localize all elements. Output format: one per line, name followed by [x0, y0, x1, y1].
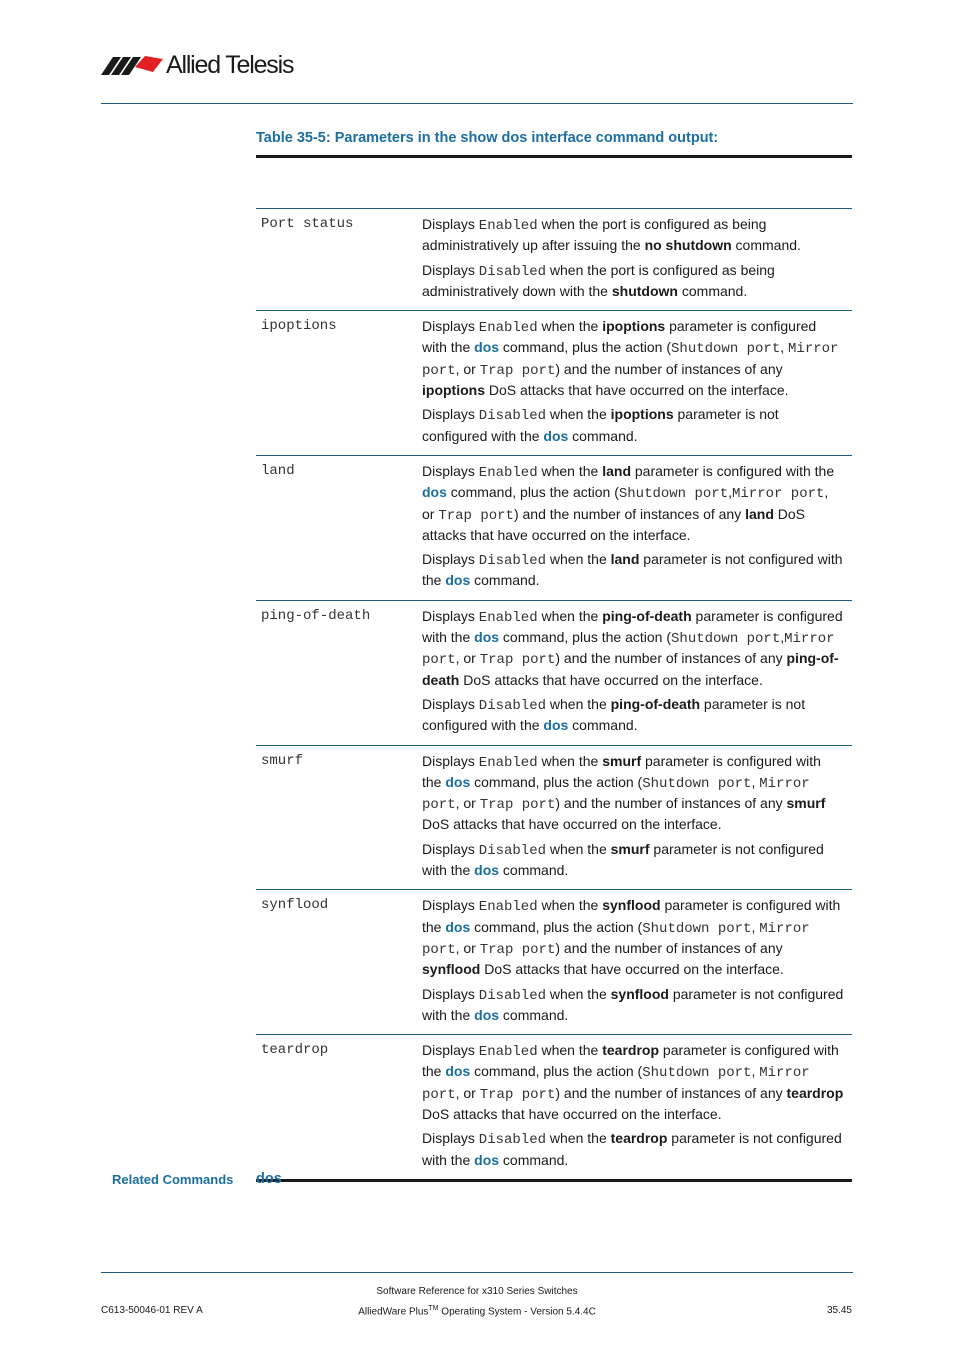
description-enabled — [422, 317, 844, 400]
description-enabled — [422, 607, 844, 690]
description-text: DoS attacks that have occurred on the interface. — [459, 671, 763, 688]
keyword-text: shutdown — [611, 282, 678, 299]
footer-doc-title: Software Reference for x310 Series Switches — [376, 1286, 578, 1297]
keyword-text: teardrop — [786, 1084, 844, 1101]
keyword-text: land — [745, 505, 774, 522]
description-text: DoS attacks that have occurred on the interface. — [422, 505, 806, 543]
keyword-text: teardrop — [602, 1042, 660, 1059]
description-text: Displays — [422, 406, 479, 423]
description-enabled — [422, 215, 844, 256]
description-text: , — [751, 773, 760, 790]
description-text: ) and the number of instances of any — [555, 939, 783, 956]
code-text: Enabled — [478, 899, 538, 916]
code-text: Disabled — [478, 697, 547, 714]
description-text: Displays — [422, 261, 479, 278]
keyword-text: smurf — [610, 840, 650, 857]
code-text: Disabled — [478, 553, 547, 570]
parameter-name: ipoptions — [261, 318, 337, 335]
command-link-dos[interactable]: dos — [445, 918, 471, 935]
description-text: DoS attacks that have occurred on the interface. — [422, 816, 722, 833]
description-text: parameter is not configured with the — [422, 985, 844, 1023]
code-text: Mirror port — [422, 631, 835, 669]
keyword-text: synflood — [602, 897, 661, 914]
footer-os-version: AlliedWare Plus™ Operating System - Version 5.4.4C — [358, 1305, 596, 1318]
description-text: Displays — [422, 1042, 479, 1059]
header-rule — [101, 103, 853, 104]
description-text: when the — [537, 752, 603, 769]
table-row — [256, 1035, 852, 1182]
command-link-dos[interactable]: dos — [543, 717, 569, 734]
table-row — [256, 601, 852, 746]
description-disabled — [422, 405, 844, 446]
table-row — [256, 746, 852, 891]
description-text: Displays — [422, 840, 479, 857]
description-text: when the — [537, 1042, 603, 1059]
code-text: Enabled — [478, 754, 538, 771]
description-enabled — [422, 896, 844, 979]
description-text: when the — [546, 840, 611, 857]
description-text: command. — [568, 717, 638, 734]
description-text: command. — [499, 1006, 569, 1023]
description-text: DoS attacks that have occurred on the interface. — [485, 382, 789, 399]
parameter-name: ping-of-death — [261, 607, 371, 624]
code-text: Disabled — [478, 842, 547, 859]
description-text: ) and the number of instances of any — [555, 650, 787, 667]
table-row — [256, 456, 852, 601]
command-link-dos[interactable]: dos — [474, 1006, 500, 1023]
command-link-dos[interactable]: dos — [543, 427, 569, 444]
code-text: Enabled — [478, 218, 538, 234]
table-row — [256, 890, 852, 1035]
description-text: Displays — [422, 1130, 479, 1147]
parameter-name: smurf — [261, 752, 304, 769]
company-logo — [101, 50, 293, 80]
description-text: command. — [677, 282, 748, 299]
description-text: parameter is configured with the — [631, 462, 835, 479]
code-text: Mirror port — [422, 341, 839, 379]
description-text: , or — [455, 1084, 480, 1101]
parameter-description — [422, 215, 852, 301]
code-text: Shutdown port — [671, 341, 781, 358]
allied-telesis-logo-icon — [101, 55, 163, 75]
description-enabled — [422, 1041, 844, 1124]
description-text: when the — [537, 462, 603, 479]
keyword-text: no shutdown — [644, 237, 732, 254]
description-text: parameter is configured with the — [422, 318, 817, 356]
description-text: , or — [455, 650, 480, 667]
code-text: Mirror port — [422, 775, 810, 814]
description-text: Displays — [422, 752, 479, 769]
keyword-text: smurf — [602, 752, 642, 769]
code-text: Enabled — [478, 1044, 538, 1061]
description-text: when the — [537, 318, 603, 335]
keyword-text: ipoptions — [422, 382, 485, 399]
description-text: Displays — [422, 897, 479, 914]
description-text: command, plus the action ( — [446, 484, 619, 501]
parameter-description — [422, 1041, 852, 1170]
description-text: , or — [455, 360, 480, 377]
code-text: Disabled — [478, 987, 547, 1004]
command-link-dos[interactable]: dos — [445, 1063, 471, 1080]
command-link-dos[interactable]: dos — [474, 862, 500, 879]
description-text: DoS attacks that have occurred on the interface. — [422, 1105, 722, 1122]
code-text: Trap port — [479, 797, 556, 814]
code-text: Disabled — [478, 263, 547, 280]
description-text: , — [780, 629, 785, 646]
description-text: when the — [546, 551, 611, 568]
command-link-dos[interactable]: dos — [445, 572, 471, 589]
description-text: command, plus the action ( — [470, 1063, 643, 1080]
parameter-description — [422, 896, 852, 1025]
description-text: Displays — [422, 318, 479, 335]
parameter-description — [422, 317, 852, 446]
code-text: Shutdown port — [642, 920, 752, 937]
description-text: parameter is not configured with the — [422, 551, 843, 589]
description-disabled — [422, 840, 844, 881]
description-text: parameter is not configured with the — [422, 406, 779, 444]
description-text: when the port is configured as being administratively up after issuing the — [422, 216, 767, 254]
related-commands-label: Related Commands — [112, 1172, 234, 1187]
description-text: parameter is not configured with the — [422, 840, 824, 879]
parameter-name: synflood — [261, 897, 329, 914]
keyword-text: ping-of-death — [602, 607, 692, 624]
description-text: Displays — [422, 216, 479, 232]
description-text: parameter is configured with the — [422, 752, 821, 790]
description-text: , or — [455, 795, 480, 812]
keyword-text: ping-of-death — [610, 695, 701, 712]
description-disabled — [422, 695, 844, 736]
description-disabled — [422, 550, 844, 591]
description-text: parameter is not configured with the — [422, 695, 806, 734]
code-text: Disabled — [478, 1132, 547, 1149]
parameters-table — [256, 208, 852, 1182]
description-text: when the — [546, 985, 611, 1002]
description-text: when the — [537, 897, 603, 914]
parameter-name: land — [261, 462, 295, 479]
description-enabled — [422, 462, 844, 545]
caption-rule — [256, 155, 852, 158]
footer-page-number: 35.45 — [826, 1305, 852, 1316]
code-text: Enabled — [478, 609, 538, 626]
description-text: , or — [422, 484, 829, 522]
code-text: Shutdown port — [671, 631, 781, 648]
description-text: command, plus the action ( — [499, 629, 672, 646]
description-text: when the port is configured as being administratively down with the — [422, 261, 775, 299]
description-text: Displays — [422, 695, 479, 712]
keyword-text: land — [610, 551, 640, 568]
table-row — [256, 209, 852, 311]
description-text: when the — [546, 1130, 611, 1147]
code-text: Trap port — [479, 362, 556, 379]
command-link-dos[interactable]: dos — [474, 1151, 500, 1168]
description-text: command. — [470, 572, 540, 589]
code-text: Trap port — [438, 507, 514, 524]
description-text: Displays — [422, 462, 479, 479]
description-enabled — [422, 752, 844, 835]
related-command-link-dos[interactable]: dos — [256, 1171, 282, 1187]
code-text: Trap port — [479, 652, 556, 669]
keyword-text: ipoptions — [602, 318, 666, 335]
command-link-dos[interactable]: dos — [445, 773, 471, 790]
keyword-text: ping-of-death — [422, 650, 839, 688]
description-disabled — [422, 261, 844, 302]
description-text: command. — [568, 427, 638, 444]
parameter-name: teardrop — [261, 1042, 329, 1059]
description-text: command, plus the action ( — [470, 918, 643, 935]
parameter-description — [422, 462, 852, 591]
code-text: Enabled — [478, 464, 538, 481]
description-text: , — [780, 339, 789, 356]
code-text: Shutdown port — [618, 486, 729, 503]
description-text: ) and the number of instances of any — [513, 505, 746, 522]
keyword-text: teardrop — [610, 1130, 668, 1147]
description-text: , or — [455, 939, 480, 956]
keyword-text: land — [602, 462, 631, 479]
description-text: , — [751, 1063, 760, 1080]
table-row — [256, 311, 852, 456]
description-text: Displays — [422, 607, 479, 624]
code-text: Mirror port — [422, 1065, 810, 1103]
logo-text: Allied Telesis — [166, 51, 294, 79]
code-text: Trap port — [479, 1086, 556, 1103]
description-text: ) and the number of instances of any — [555, 360, 783, 377]
parameter-description — [422, 607, 852, 736]
description-disabled — [422, 985, 844, 1026]
description-text: Displays — [422, 551, 479, 568]
description-text: ) and the number of instances of any — [555, 1084, 787, 1101]
footer-doc-number: C613-50046-01 REV A — [101, 1305, 203, 1316]
code-text: Shutdown port — [642, 1065, 752, 1082]
footer-rule — [101, 1272, 853, 1273]
code-text: Disabled — [478, 408, 547, 425]
table-caption: Table 35-5: Parameters in the show dos interface command output: — [256, 130, 719, 146]
description-text: command, plus the action ( — [499, 339, 672, 356]
description-disabled — [422, 1129, 844, 1170]
description-text: parameter is not configured with the — [422, 1130, 842, 1168]
keyword-text: synflood — [422, 961, 481, 978]
keyword-text: synflood — [610, 985, 669, 1002]
description-text: parameter is configured with the — [422, 1042, 839, 1080]
description-text: , — [751, 918, 760, 935]
command-link-dos[interactable]: dos — [422, 484, 447, 501]
code-text: Mirror port — [731, 486, 825, 503]
keyword-text: smurf — [786, 795, 826, 812]
description-text: parameter is configured with the — [422, 897, 841, 935]
command-link-dos[interactable]: dos — [474, 629, 500, 646]
parameter-name: Port status — [261, 216, 354, 232]
description-text: Displays — [422, 985, 479, 1002]
description-text: command. — [499, 862, 569, 879]
description-text: command. — [731, 237, 801, 254]
description-text: parameter is configured with the — [422, 607, 843, 646]
command-link-dos[interactable]: dos — [474, 339, 500, 356]
code-text: Shutdown port — [642, 775, 752, 792]
description-text: when the — [546, 406, 611, 423]
description-text: , — [728, 484, 732, 501]
description-text: when the — [537, 607, 603, 624]
keyword-text: ipoptions — [610, 406, 674, 423]
description-text: when the — [546, 695, 611, 712]
parameter-description — [422, 752, 852, 881]
code-text: Enabled — [478, 320, 538, 337]
code-text: Mirror port — [422, 920, 810, 958]
description-text: ) and the number of instances of any — [555, 795, 787, 812]
description-text: command. — [499, 1151, 569, 1168]
description-text: command, plus the action ( — [470, 773, 643, 790]
description-text: DoS attacks that have occurred on the interface. — [480, 961, 784, 978]
code-text: Trap port — [479, 941, 556, 958]
